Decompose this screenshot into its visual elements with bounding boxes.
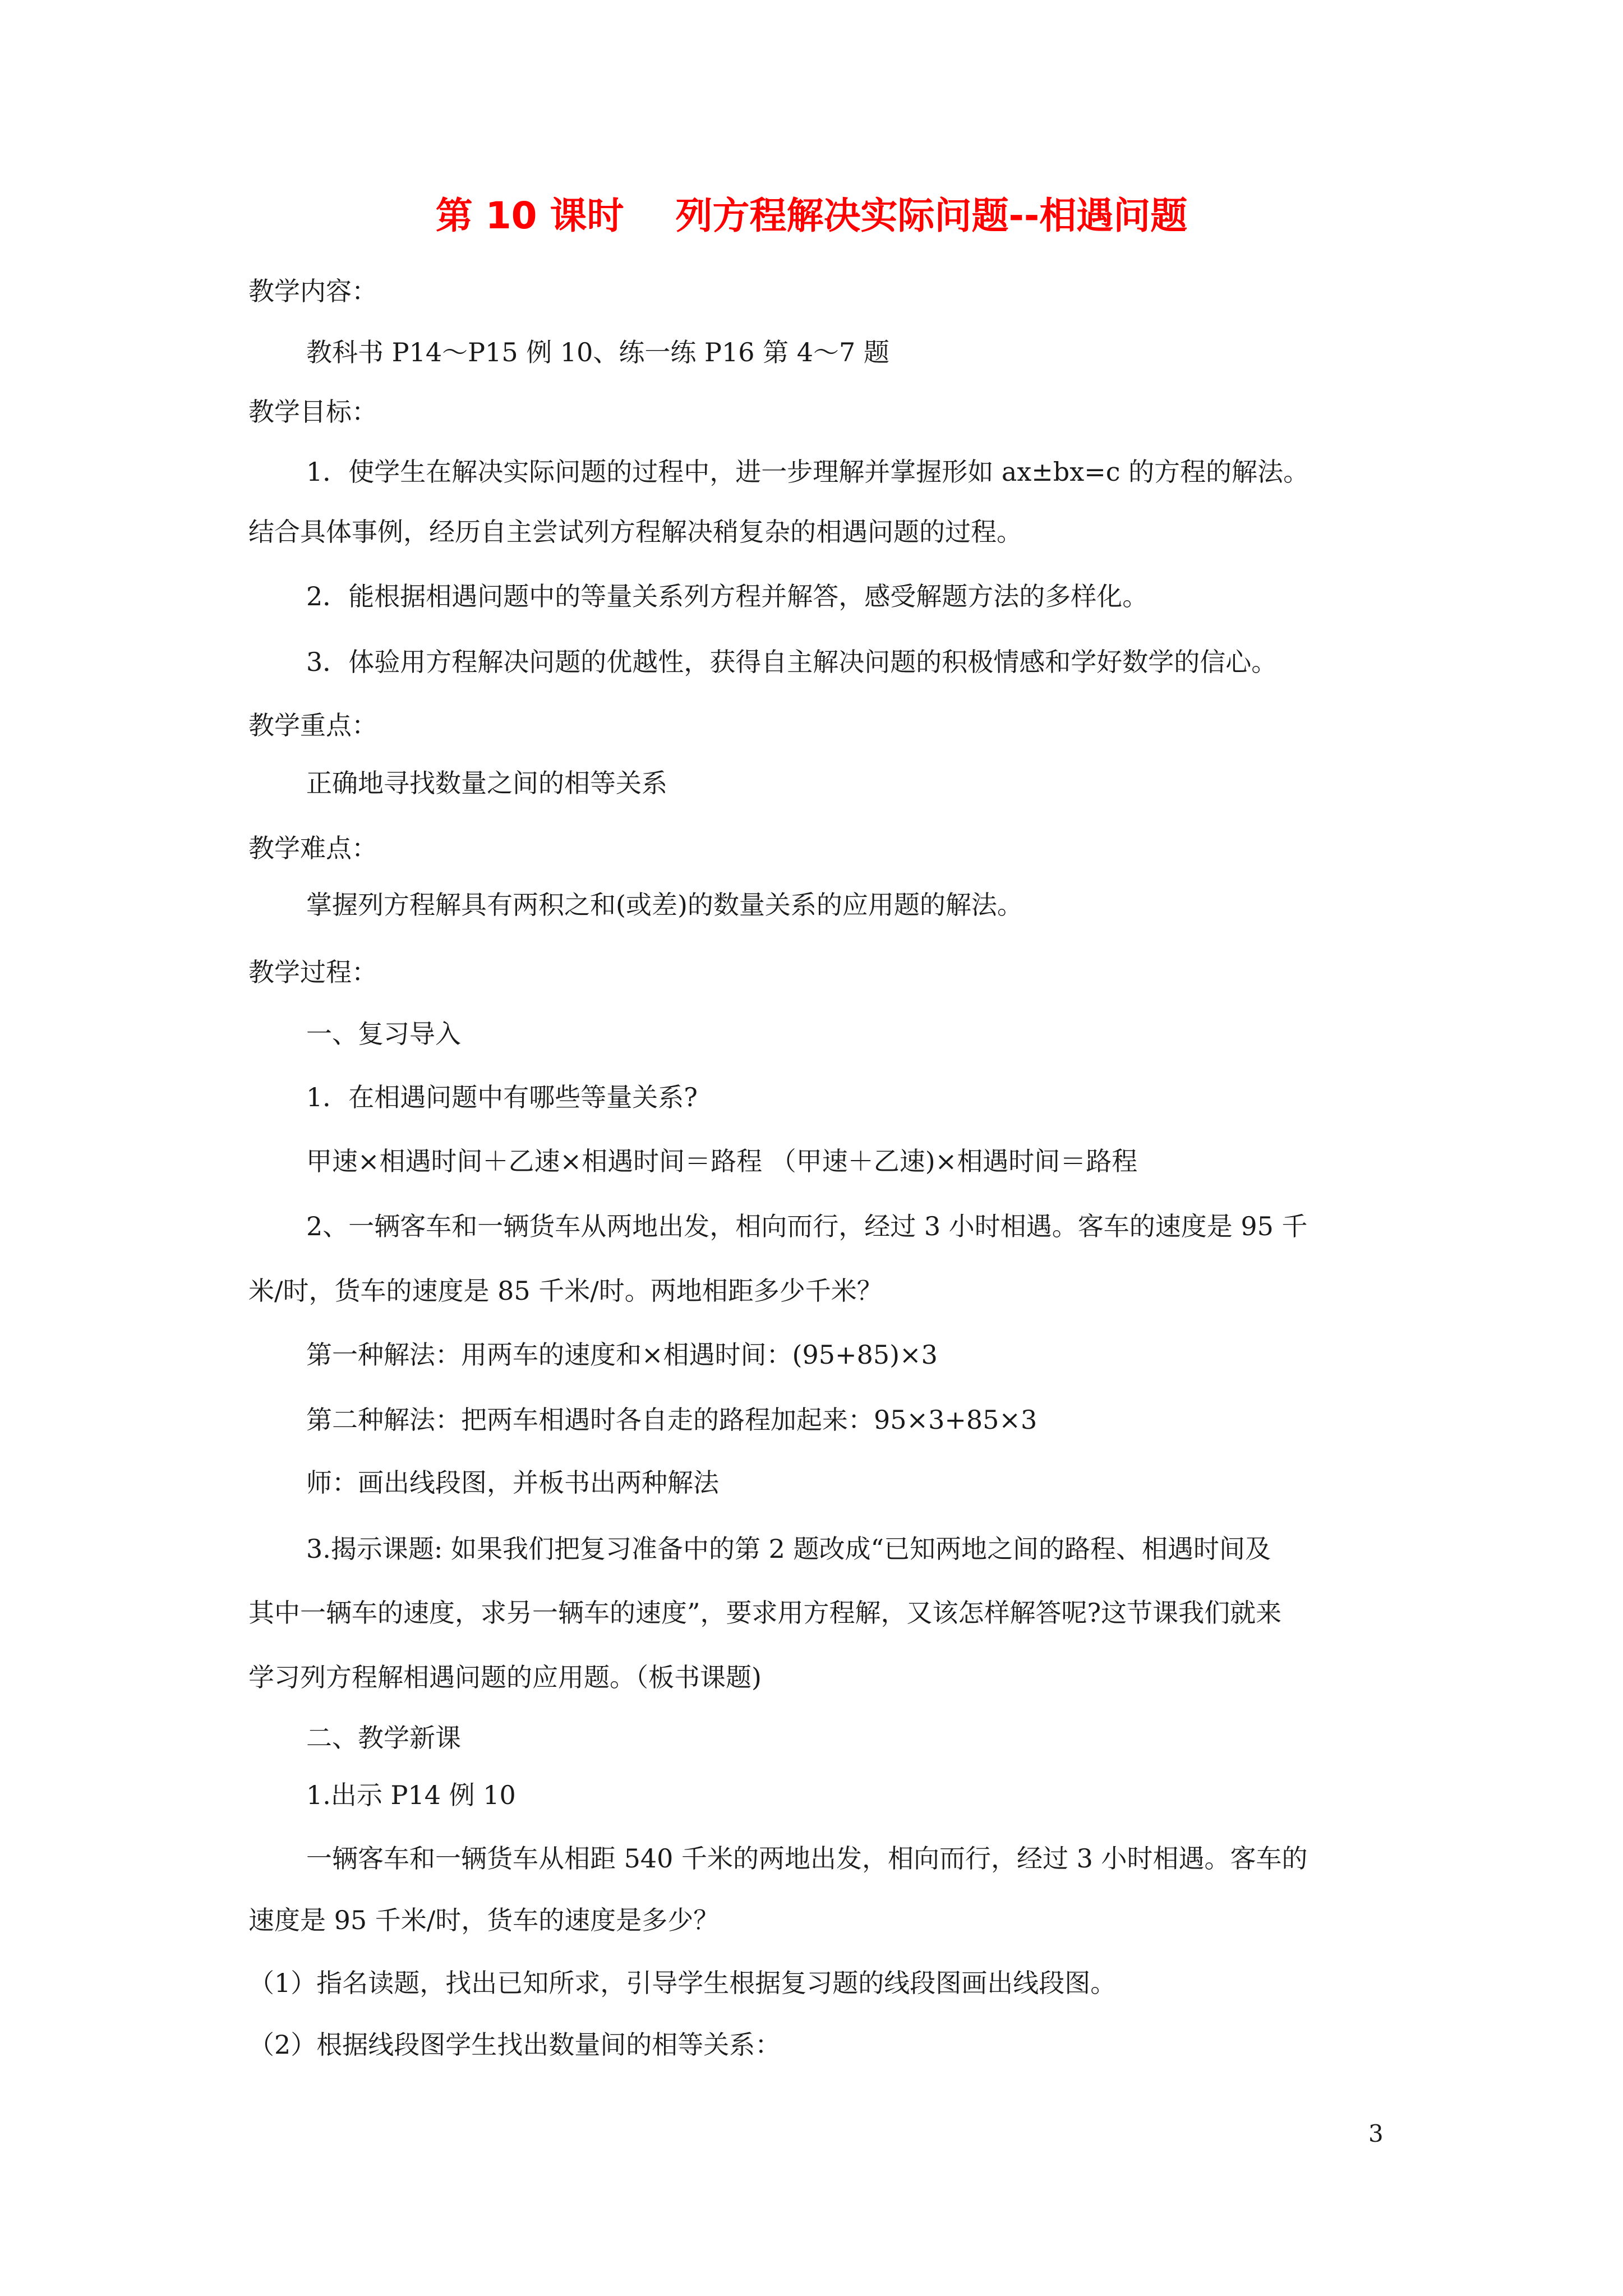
paragraph: 2．能根据相遇问题中的等量关系列方程并解答，感受解题方法的多样化。 [306,581,1149,611]
paragraph: 2、一辆客车和一辆货车从两地出发，相向而行，经过 3 小时相遇。客车的速度是 95 千 [306,1211,1308,1241]
page-number: 3 [1368,2120,1384,2147]
paragraph: 第一种解法：用两车的速度和×相遇时间：(95+85)×3 [306,1340,938,1370]
paragraph: 正确地寻找数量之间的相等关系 [306,768,667,798]
paragraph: 3.揭示课题: 如果我们把复习准备中的第 2 题改成“已知两地之间的路程、相遇时间及 [306,1534,1271,1564]
paragraph: 1.出示 P14 例 10 [306,1780,516,1810]
paragraph: 教科书 P14～P15 例 10、练一练 P16 第 4～7 题 [306,337,889,367]
paragraph-continuation: 学习列方程解相遇问题的应用题。（板书课题) [248,1662,762,1692]
paragraph: 一辆客车和一辆货车从相距 540 千米的两地出发，相向而行，经过 3 小时相遇。客车的 [306,1843,1308,1874]
paragraph: 1．在相遇问题中有哪些等量关系? [306,1082,698,1112]
heading-teaching-difficulty: 教学难点： [248,833,377,863]
lesson-title: 第 10 课时 列方程解决实际问题--相遇问题 [435,194,1188,237]
heading-teaching-goals: 教学目标： [248,397,377,427]
paragraph: （2）根据线段图学生找出数量间的相等关系： [248,2030,781,2060]
paragraph: 第二种解法：把两车相遇时各自走的路程加起来：95×3+85×3 [306,1405,1038,1435]
paragraph-continuation: 米/时，货车的速度是 85 千米/时。两地相距多少千米？ [248,1276,883,1306]
heading-teaching-process: 教学过程： [248,957,377,987]
paragraph: （1）指名读题，找出已知所求，引导学生根据复习题的线段图画出线段图。 [248,1968,1117,1998]
section-heading: 二、教学新课 [306,1723,461,1753]
paragraph-continuation: 其中一辆车的速度，求另一辆车的速度”，要求用方程解，又该怎样解答呢?这节课我们就来 [248,1598,1282,1628]
heading-teaching-focus: 教学重点： [248,710,377,740]
paragraph: 掌握列方程解具有两积之和(或差)的数量关系的应用题的解法。 [306,890,1023,920]
section-heading: 一、复习导入 [306,1019,461,1049]
paragraph: 师：画出线段图，并板书出两种解法 [306,1467,719,1498]
paragraph: 1．使学生在解决实际问题的过程中，进一步理解并掌握形如 ax±bx=c 的方程的解法。 [306,457,1310,487]
paragraph-continuation: 速度是 95 千米/时，货车的速度是多少？ [248,1905,720,1935]
paragraph-continuation: 结合具体事例，经历自主尝试列方程解决稍复杂的相遇问题的过程。 [248,517,1022,547]
paragraph: 3．体验用方程解决问题的优越性，获得自主解决问题的积极情感和学好数学的信心。 [306,647,1278,677]
paragraph: 甲速×相遇时间＋乙速×相遇时间＝路程 （甲速＋乙速)×相遇时间＝路程 [306,1146,1138,1176]
heading-teaching-content: 教学内容： [248,276,377,306]
